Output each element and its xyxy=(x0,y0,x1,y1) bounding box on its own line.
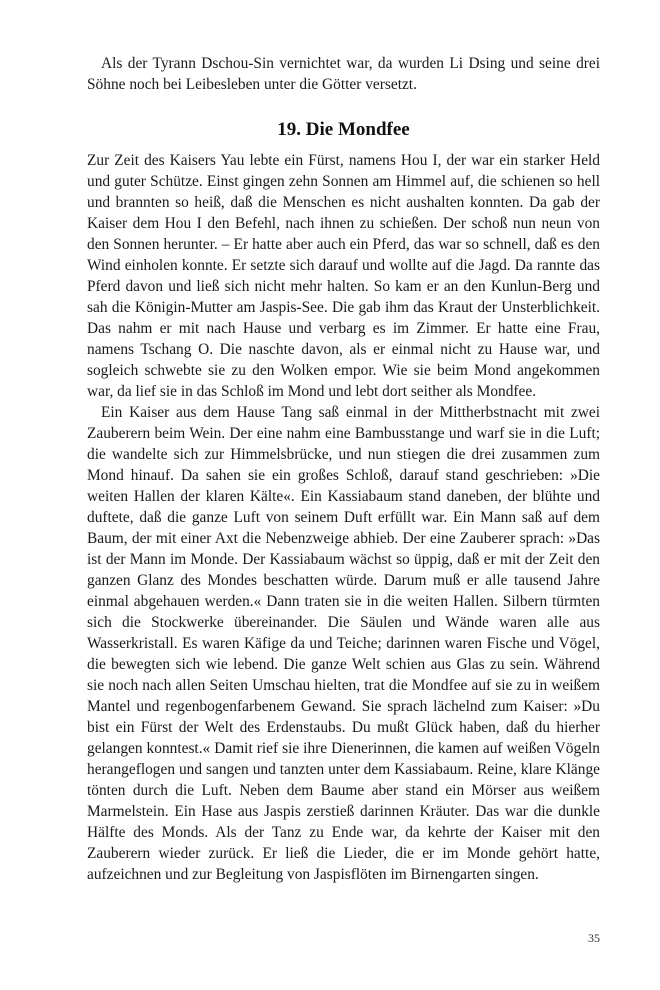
intro-paragraph: Als der Tyrann Dschou-Sin vernichtet war, da wurden Li Dsing und seine drei Söhne noch bei Leibesleben unter die Götter versetzt. xyxy=(87,55,600,93)
body-paragraph-2: Ein Kaiser aus dem Hause Tang saß einmal in der Mittherbstnacht mit zwei Zauberern beim Wein. Der eine nahm eine Bambusstange und warf sie in die Luft; die wandelte sich zur Himmelsbrücke, und nun stiegen die drei zusammen zum Mond hinauf. Da sahen sie ein großes Schloß, darauf stand geschrieben: »Die weiten Hallen der klaren Kälte«. Ein Kassiabaum stand daneben, der blühte und duftete, daß die ganze Luft von seinem Duft erfüllt war. Ein Mann saß auf dem Baum, der mit einer Axt die Nebenzweige abhieb. Der eine Zauberer sprach: »Das ist der Mann im Monde. Der Kassiabaum wächst so üppig, daß er mit der Zeit den ganzen Glanz des Mondes beschatten würde. Darum muß er alle tausend Jahre einmal abgehauen werden.« Dann traten sie in die weiten Hallen. Silbern türmten sich die Stockwerke übereinander. Die Säulen und Wände waren alle aus Wasserkristall. Es waren Käfige da und Teiche; darinnen waren Fische und Vögel, die bewegten sich wie lebend. Die ganze Welt schien aus Glas zu sein. Während sie noch nach allen Seiten Umschau hielten, trat die Mondfee auf sie zu in weißem Mantel und regenbogenfarbenem Gewand. Sie sprach lächelnd zum Kaiser: »Du bist ein Fürst der Welt des Erdenstaubs. Du mußt Glück haben, daß du hierher gelangen konntest.« Damit rief sie ihre Dienerinnen, die kamen auf weißen Vögeln herangeflogen und sangen und tanzten unter dem Kassiabaum. Reine, klare Klänge tönten durch die Luft. Neben dem Baume aber stand ein Mörser aus weißem Marmelstein. Ein Hase aus Jaspis zerstieß darinnen Kräuter. Das war die dunkle Hälfte des Monds. Als der Tanz zu Ende war, da kehrte der Kaiser mit den Zauberern wieder zurück. Er ließ die Lieder, die er im Monde gehört hatte, aufzeichnen und zur Begleitung von Jaspisflöten im Birnengarten singen. xyxy=(87,404,600,883)
page-number: 35 xyxy=(588,931,600,945)
intro-block xyxy=(87,53,600,95)
chapter-body xyxy=(87,150,600,885)
chapter-title: 19. Die Mondfee xyxy=(277,119,410,140)
body-paragraph-1: Zur Zeit des Kaisers Yau lebte ein Fürst, namens Hou I, der war ein starker Held und guter Schütze. Einst gingen zehn Sonnen am Himmel auf, die schienen so hell und brannten so heiß, daß die Menschen es nicht aushalten konnten. Da gab der Kaiser dem Hou I den Befehl, nach ihnen zu schießen. Der schoß nun neun von den Sonnen herunter. – Er hatte aber auch ein Pferd, das war so schnell, daß es den Wind einholen konnte. Er setzte sich darauf und wollte auf die Jagd. Da rannte das Pferd davon und ließ sich nicht mehr halten. So kam er an den Kunlun-Berg und sah die Königin-Mutter am Jaspis-See. Die gab ihm das Kraut der Unsterblichkeit. Das nahm er mit nach Hause und verbarg es im Zimmer. Er hatte eine Frau, namens Tschang O. Die naschte davon, als er einmal nicht zu Hause war, und sogleich schwebte sie zu den Wolken empor. Wie sie beim Mond angekommen war, da lief sie in das Schloß im Mond und lebt dort seither als Mondfee. xyxy=(87,152,600,400)
